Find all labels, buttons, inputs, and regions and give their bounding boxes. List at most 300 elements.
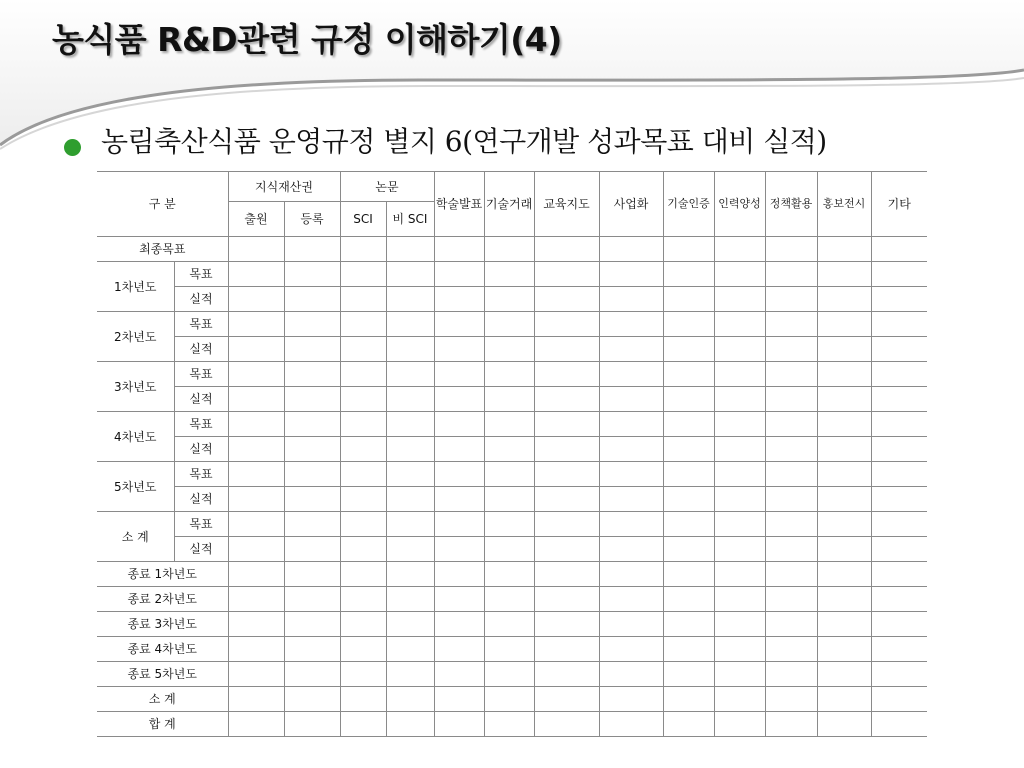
year-actual-cell[interactable] [340,487,386,512]
end-year-cell[interactable] [871,637,927,662]
year-goal-cell[interactable] [434,412,484,437]
end-year-cell[interactable] [484,662,534,687]
year-actual-cell[interactable] [484,487,534,512]
year-goal-cell[interactable] [765,462,817,487]
subtotal-actual-cell[interactable] [484,537,534,562]
year-actual-cell[interactable] [386,487,434,512]
year-goal-row [97,262,927,287]
end-subtotal-cell[interactable] [434,687,484,712]
year-actual-cell[interactable] [663,337,714,362]
end-year-cell[interactable] [599,662,663,687]
year-actual-cell[interactable] [228,487,284,512]
year-goal-cell[interactable] [599,312,663,337]
year-goal-cell[interactable] [534,412,599,437]
end-year-cell[interactable] [714,637,765,662]
year-goal-cell[interactable] [663,462,714,487]
final-goal-cell[interactable] [599,237,663,262]
year-goal-cell[interactable] [434,312,484,337]
subtotal-goal-cell[interactable] [284,512,340,537]
subtotal-goal-cell[interactable] [386,512,434,537]
year-actual-cell[interactable] [599,437,663,462]
end-year-cell[interactable] [599,587,663,612]
year-goal-row [97,462,927,487]
year-goal-cell[interactable] [340,462,386,487]
year-goal-cell[interactable] [871,262,927,287]
year-actual-cell[interactable] [714,387,765,412]
grand-total-cell[interactable] [534,712,599,737]
year-goal-cell[interactable] [765,362,817,387]
final-goal-cell[interactable] [765,237,817,262]
end-year-cell[interactable] [340,587,386,612]
end-year-cell[interactable] [765,662,817,687]
year-actual-cell[interactable] [284,437,340,462]
end-year-cell[interactable] [663,637,714,662]
grand-total-cell[interactable] [434,712,484,737]
year-goal-cell[interactable] [228,412,284,437]
year-goal-cell[interactable] [599,362,663,387]
end-year-cell[interactable] [284,587,340,612]
subtotal-actual-cell[interactable] [434,537,484,562]
end-year-cell[interactable] [228,587,284,612]
subtotal-goal-cell[interactable] [484,512,534,537]
hdr-tech-cert: 기술인증 [663,172,714,237]
grand-total-cell[interactable] [765,712,817,737]
hdr-promo-exhibit: 홍보전시 [817,172,871,237]
grand-total-row [97,712,927,737]
subtotal-goal-cell[interactable] [817,512,871,537]
year-goal-cell[interactable] [871,462,927,487]
year-goal-cell[interactable] [714,462,765,487]
grand-total-label: 합 계 [97,712,228,737]
end-year-cell[interactable] [817,562,871,587]
year-goal-cell[interactable] [534,262,599,287]
end-year-cell[interactable] [228,662,284,687]
end-year-cell[interactable] [484,587,534,612]
year-actual-cell[interactable] [340,337,386,362]
final-goal-cell[interactable] [386,237,434,262]
year-goal-cell[interactable] [484,312,534,337]
subtotal-goal-cell[interactable] [599,512,663,537]
end-year-cell[interactable] [484,612,534,637]
subtotal-actual-cell[interactable] [599,537,663,562]
year-actual-cell[interactable] [484,437,534,462]
end-year-cell[interactable] [534,612,599,637]
year-actual-cell[interactable] [484,337,534,362]
end-year-row [97,562,927,587]
year-actual-cell[interactable] [228,337,284,362]
grand-total-cell[interactable] [817,712,871,737]
year-goal-cell[interactable] [599,462,663,487]
subtotal-goal-cell[interactable] [534,512,599,537]
end-year-cell[interactable] [434,562,484,587]
subtotal-actual-cell[interactable] [386,537,434,562]
grand-total-cell[interactable] [871,712,927,737]
year-goal-cell[interactable] [386,362,434,387]
end-year-cell[interactable] [765,587,817,612]
year-goal-cell[interactable] [386,262,434,287]
final-goal-row [97,237,927,262]
year-actual-cell[interactable] [765,387,817,412]
end-year-cell[interactable] [340,612,386,637]
subtotal-actual-cell[interactable] [817,537,871,562]
final-goal-cell[interactable] [663,237,714,262]
end-year-cell[interactable] [871,612,927,637]
year-actual-cell[interactable] [484,387,534,412]
year-actual-cell[interactable] [228,387,284,412]
end-subtotal-cell[interactable] [817,687,871,712]
year-actual-cell[interactable] [340,437,386,462]
year-actual-cell[interactable] [284,387,340,412]
final-goal-cell[interactable] [714,237,765,262]
year-actual-cell[interactable] [663,487,714,512]
year-actual-cell[interactable] [484,287,534,312]
subtotal-actual-cell[interactable] [714,537,765,562]
year-goal-cell[interactable] [484,412,534,437]
year-goal-cell[interactable] [340,312,386,337]
end-year-row [97,637,927,662]
subtotal-goal-cell[interactable] [434,512,484,537]
final-goal-cell[interactable] [434,237,484,262]
end-subtotal-cell[interactable] [484,687,534,712]
end-subtotal-cell[interactable] [534,687,599,712]
hdr-sci: SCI [340,202,386,237]
subtotal-goal-cell[interactable] [228,512,284,537]
year-goal-cell[interactable] [340,412,386,437]
subtotal-goal-cell[interactable] [663,512,714,537]
end-year-cell[interactable] [714,562,765,587]
year-label: 2차년도 [97,312,174,362]
end-subtotal-cell[interactable] [340,687,386,712]
year-goal-cell[interactable] [284,312,340,337]
year-actual-cell[interactable] [871,387,927,412]
end-year-cell[interactable] [599,612,663,637]
year-actual-cell[interactable] [284,487,340,512]
year-actual-cell[interactable] [434,487,484,512]
goal-label: 목표 [174,412,228,437]
end-year-cell[interactable] [663,587,714,612]
year-actual-cell[interactable] [817,487,871,512]
year-actual-cell[interactable] [714,437,765,462]
end-year-cell[interactable] [534,637,599,662]
year-actual-cell[interactable] [340,387,386,412]
year-actual-cell[interactable] [714,287,765,312]
hdr-policy-use: 정책활용 [765,172,817,237]
end-year-cell[interactable] [228,562,284,587]
year-goal-cell[interactable] [340,262,386,287]
year-label: 5차년도 [97,462,174,512]
year-goal-cell[interactable] [386,462,434,487]
end-year-cell[interactable] [817,612,871,637]
end-year-cell[interactable] [386,662,434,687]
year-actual-cell[interactable] [714,337,765,362]
year-goal-cell[interactable] [663,412,714,437]
end-year-cell[interactable] [386,612,434,637]
hdr-ip: 지식재산권 [228,172,340,202]
subtotal-actual-cell[interactable] [284,537,340,562]
subtotal-goal-cell[interactable] [714,512,765,537]
year-actual-cell[interactable] [434,387,484,412]
year-goal-cell[interactable] [714,412,765,437]
slide-title: 농식품 R&D관련 규정 이해하기(4) [52,20,562,59]
end-year-cell[interactable] [340,662,386,687]
final-goal-cell[interactable] [817,237,871,262]
year-actual-cell[interactable] [871,487,927,512]
year-goal-cell[interactable] [817,462,871,487]
actual-label: 실적 [174,337,228,362]
final-goal-cell[interactable] [534,237,599,262]
end-year-cell[interactable] [663,612,714,637]
final-goal-cell[interactable] [484,237,534,262]
year-goal-cell[interactable] [765,312,817,337]
year-goal-cell[interactable] [714,312,765,337]
year-goal-cell[interactable] [817,362,871,387]
year-goal-cell[interactable] [714,262,765,287]
end-year-cell[interactable] [386,587,434,612]
end-year-cell[interactable] [340,562,386,587]
hdr-paper: 논문 [340,172,434,202]
final-goal-cell[interactable] [284,237,340,262]
year-goal-cell[interactable] [228,362,284,387]
subtotal-actual-cell[interactable] [340,537,386,562]
year-actual-cell[interactable] [534,437,599,462]
year-goal-cell[interactable] [484,462,534,487]
year-actual-cell[interactable] [228,437,284,462]
end-year-cell[interactable] [871,662,927,687]
year-actual-cell[interactable] [817,387,871,412]
year-actual-cell[interactable] [663,437,714,462]
year-goal-cell[interactable] [386,412,434,437]
end-year-cell[interactable] [228,612,284,637]
grand-total-cell[interactable] [340,712,386,737]
subtotal-actual-cell[interactable] [534,537,599,562]
year-goal-cell[interactable] [284,362,340,387]
year-actual-cell[interactable] [386,387,434,412]
hdr-hr-training: 인력양성 [714,172,765,237]
end-subtotal-cell[interactable] [714,687,765,712]
end-year-cell[interactable] [765,562,817,587]
end-year-cell[interactable] [284,612,340,637]
year-actual-cell[interactable] [534,337,599,362]
end-year-cell[interactable] [534,562,599,587]
actual-label: 실적 [174,287,228,312]
year-goal-cell[interactable] [434,362,484,387]
grand-total-cell[interactable] [228,712,284,737]
year-goal-cell[interactable] [765,262,817,287]
year-goal-cell[interactable] [871,362,927,387]
hdr-ip-apply: 출원 [228,202,284,237]
year-actual-cell[interactable] [434,337,484,362]
end-year-cell[interactable] [284,662,340,687]
end-year-cell[interactable] [340,637,386,662]
end-year-cell[interactable] [599,637,663,662]
year-actual-cell[interactable] [228,287,284,312]
year-goal-cell[interactable] [434,462,484,487]
year-actual-cell[interactable] [340,287,386,312]
end-year-cell[interactable] [284,637,340,662]
grand-total-cell[interactable] [714,712,765,737]
year-goal-cell[interactable] [871,312,927,337]
year-actual-cell[interactable] [534,487,599,512]
year-actual-cell[interactable] [599,337,663,362]
year-goal-cell[interactable] [663,262,714,287]
end-year-cell[interactable] [817,637,871,662]
year-goal-row [97,412,927,437]
end-year-cell[interactable] [714,587,765,612]
end-year-cell[interactable] [534,587,599,612]
year-goal-cell[interactable] [228,462,284,487]
year-goal-cell[interactable] [284,262,340,287]
year-goal-cell[interactable] [484,262,534,287]
year-goal-cell[interactable] [228,312,284,337]
year-actual-cell[interactable] [871,337,927,362]
subtotal-goal-cell[interactable] [871,512,927,537]
year-goal-cell[interactable] [765,412,817,437]
year-actual-cell[interactable] [386,437,434,462]
end-year-cell[interactable] [765,612,817,637]
year-goal-cell[interactable] [284,412,340,437]
year-actual-cell[interactable] [817,437,871,462]
year-actual-cell[interactable] [663,387,714,412]
year-label: 3차년도 [97,362,174,412]
year-actual-cell[interactable] [599,487,663,512]
year-actual-cell[interactable] [871,287,927,312]
subtotal-goal-cell[interactable] [765,512,817,537]
end-year-cell[interactable] [817,587,871,612]
actual-label: 실적 [174,437,228,462]
end-year-cell[interactable] [228,637,284,662]
year-actual-cell[interactable] [599,287,663,312]
end-year-cell[interactable] [599,562,663,587]
year-actual-cell[interactable] [765,487,817,512]
grand-total-cell[interactable] [386,712,434,737]
end-subtotal-cell[interactable] [765,687,817,712]
year-goal-cell[interactable] [434,262,484,287]
year-goal-cell[interactable] [663,312,714,337]
bullet-dot [64,139,81,156]
year-actual-cell[interactable] [386,337,434,362]
year-goal-cell[interactable] [534,462,599,487]
end-year-cell[interactable] [434,637,484,662]
grand-total-cell[interactable] [484,712,534,737]
year-actual-cell[interactable] [534,287,599,312]
end-year-cell[interactable] [386,637,434,662]
end-year-cell[interactable] [386,562,434,587]
year-goal-cell[interactable] [817,312,871,337]
final-goal-cell[interactable] [871,237,927,262]
year-goal-cell[interactable] [871,412,927,437]
year-goal-cell[interactable] [817,412,871,437]
hdr-ip-register: 등록 [284,202,340,237]
grand-total-cell[interactable] [284,712,340,737]
year-goal-cell[interactable] [386,312,434,337]
end-year-cell[interactable] [714,612,765,637]
actual-label: 실적 [174,387,228,412]
year-goal-cell[interactable] [663,362,714,387]
year-goal-row [97,362,927,387]
grand-total-cell[interactable] [599,712,663,737]
year-actual-cell[interactable] [817,337,871,362]
end-year-cell[interactable] [434,587,484,612]
year-actual-cell[interactable] [434,437,484,462]
year-goal-cell[interactable] [340,362,386,387]
year-actual-row [97,387,927,412]
end-subtotal-cell[interactable] [386,687,434,712]
year-label: 1차년도 [97,262,174,312]
year-actual-cell[interactable] [765,287,817,312]
subtotal-actual-cell[interactable] [663,537,714,562]
end-year-cell[interactable] [534,662,599,687]
end-year-cell[interactable] [484,637,534,662]
performance-table [97,171,927,737]
end-subtotal-cell[interactable] [663,687,714,712]
final-goal-cell[interactable] [340,237,386,262]
final-goal-cell[interactable] [228,237,284,262]
year-actual-cell[interactable] [871,437,927,462]
goal-label: 목표 [174,512,228,537]
end-year-cell[interactable] [871,587,927,612]
end-subtotal-cell[interactable] [228,687,284,712]
subtotal-goal-cell[interactable] [340,512,386,537]
end-year-cell[interactable] [663,562,714,587]
table-body [97,237,927,737]
year-goal-cell[interactable] [228,262,284,287]
hdr-commercialization: 사업화 [599,172,663,237]
year-actual-cell[interactable] [284,287,340,312]
subtotal-actual-cell[interactable] [765,537,817,562]
year-goal-cell[interactable] [599,412,663,437]
year-actual-cell[interactable] [714,487,765,512]
year-actual-cell[interactable] [765,437,817,462]
year-actual-cell[interactable] [434,287,484,312]
end-year-cell[interactable] [434,612,484,637]
year-goal-cell[interactable] [484,362,534,387]
end-year-cell[interactable] [284,562,340,587]
end-year-cell[interactable] [663,662,714,687]
year-actual-cell[interactable] [599,387,663,412]
grand-total-cell[interactable] [663,712,714,737]
end-year-row [97,612,927,637]
end-year-cell[interactable] [714,662,765,687]
subtotal-actual-cell[interactable] [871,537,927,562]
year-goal-cell[interactable] [714,362,765,387]
year-goal-cell[interactable] [599,262,663,287]
end-year-cell[interactable] [817,662,871,687]
year-actual-cell[interactable] [817,287,871,312]
end-subtotal-cell[interactable] [284,687,340,712]
year-actual-cell[interactable] [663,287,714,312]
end-year-cell[interactable] [434,662,484,687]
end-year-cell[interactable] [871,562,927,587]
year-goal-cell[interactable] [284,462,340,487]
year-goal-cell[interactable] [817,262,871,287]
hdr-etc: 기타 [871,172,927,237]
end-year-row [97,587,927,612]
year-actual-cell[interactable] [386,287,434,312]
end-year-cell[interactable] [484,562,534,587]
year-actual-cell[interactable] [534,387,599,412]
goal-label: 목표 [174,362,228,387]
end-year-cell[interactable] [765,637,817,662]
actual-label: 실적 [174,537,228,562]
year-goal-cell[interactable] [534,312,599,337]
end-year-label: 종료 1차년도 [97,562,228,587]
year-actual-cell[interactable] [765,337,817,362]
year-goal-cell[interactable] [534,362,599,387]
subtotal-actual-cell[interactable] [228,537,284,562]
end-subtotal-cell[interactable] [871,687,927,712]
end-subtotal-cell[interactable] [599,687,663,712]
year-actual-cell[interactable] [284,337,340,362]
